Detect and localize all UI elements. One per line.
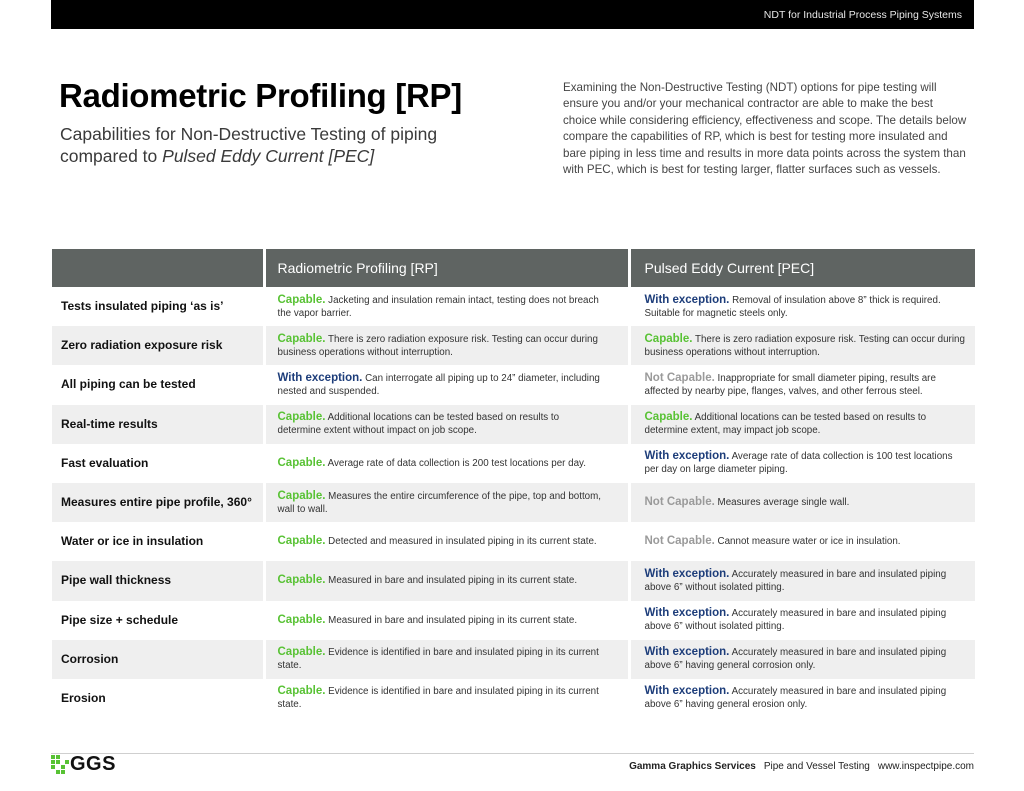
feature-cell: Pipe wall thickness	[52, 561, 264, 600]
status-label: Capable.	[277, 613, 326, 626]
description-text: Evidence is identified in bare and insulated piping in its current state.	[277, 647, 599, 672]
page-subtitle	[60, 123, 500, 167]
description-text: Jacketing and insulation remain intact, testing does not breach the vapor barrier.	[277, 294, 599, 319]
header-text: NDT for Industrial Process Piping Systems	[763, 9, 962, 21]
description-text: There is zero radiation exposure risk. Testing can occur during business operations without interruption.	[644, 333, 965, 358]
pec-cell	[629, 640, 975, 679]
pec-cell	[629, 522, 975, 561]
feature-cell: Corrosion	[52, 640, 264, 679]
table-row	[52, 601, 975, 640]
logo-text: GGS	[70, 753, 116, 775]
rp-cell	[264, 522, 629, 561]
description-text: Additional locations can be tested based on results to determine extent without impact on job scope.	[277, 412, 560, 437]
top-bar	[51, 0, 974, 29]
status-label: Capable.	[277, 535, 326, 548]
rp-cell	[264, 483, 629, 522]
feature-cell: All piping can be tested	[61, 377, 196, 392]
status-label: Not Capable.	[644, 535, 715, 548]
header-rp: Radiometric Profiling [RP]	[264, 249, 629, 287]
status-label: Capable.	[277, 489, 326, 502]
table-body	[52, 287, 975, 718]
status-label: Capable.	[277, 411, 326, 424]
status-label: With exception.	[644, 646, 730, 659]
feature-cell: Measures entire pipe profile, 360°	[52, 483, 264, 522]
description-text: Measured in bare and insulated piping in its current state.	[328, 575, 578, 587]
rp-cell	[264, 405, 629, 444]
description-text: Accurately measured in bare and insulated piping above 6” without isolated pitting.	[644, 568, 947, 593]
page-title: Radiometric Profiling [RP]	[59, 77, 462, 114]
header-feature	[52, 249, 264, 287]
description-text: Cannot measure water or ice in insulation.	[717, 536, 901, 548]
status-label: With exception.	[644, 607, 730, 620]
pec-cell	[629, 326, 975, 365]
status-label: With exception.	[644, 450, 730, 463]
status-label: Capable.	[277, 646, 326, 659]
status-label: Capable.	[277, 332, 326, 345]
feature-cell: Tests insulated piping ‘as is’	[61, 299, 224, 314]
description-text: Measured in bare and insulated piping in its current state.	[328, 614, 578, 626]
intro-paragraph: Examining the Non-Destructive Testing (NDT) options for pipe testing will ensure you and/or your mechanical contractor are able to make the best choice while considering efficiency, effectiveness and scope. The details below compare the capabilities of RP, which is best for testing more insulated and bare piping in less time and results in more data points across the system than with PEC, which is best for testing larger, flatter surfaces such as vessels.	[563, 81, 967, 177]
header-pec: Pulsed Eddy Current [PEC]	[629, 249, 975, 287]
feature-cell: Real-time results	[52, 405, 264, 444]
status-label: Capable.	[277, 685, 326, 698]
description-text: Detected and measured in insulated piping in its current state.	[328, 536, 597, 548]
website-link[interactable]: www.inspectpipe.com	[877, 761, 974, 772]
description-text: There is zero radiation exposure risk. Testing can occur during business operations without interruption.	[277, 333, 598, 358]
pec-cell	[629, 444, 975, 483]
description-text: Average rate of data collection is 100 test locations per day on large diameter piping.	[644, 451, 953, 476]
description-text: Can interrogate all piping up to 24” diameter, including nested and suspended.	[277, 372, 600, 397]
status-label: Capable.	[277, 293, 326, 306]
pec-cell	[629, 601, 975, 640]
service-name: Pipe and Vessel Testing	[763, 761, 870, 772]
pec-cell	[629, 679, 975, 718]
feature-cell: Erosion	[61, 690, 106, 705]
table-row	[52, 522, 975, 561]
description-text: Measures the entire circumference of the pipe, top and bottom, wall to wall.	[277, 490, 602, 515]
rp-cell	[264, 326, 629, 365]
company-name: Gamma Graphics Services	[629, 761, 756, 772]
description-text: Average rate of data collection is 200 test locations per day.	[327, 457, 586, 469]
feature-cell: Water or ice in insulation	[61, 534, 204, 549]
footer-divider	[51, 753, 974, 754]
pec-cell	[629, 405, 975, 444]
description-text: Measures average single wall.	[717, 497, 850, 509]
table-row	[52, 365, 975, 404]
pec-cell	[629, 365, 975, 404]
rp-cell	[264, 679, 629, 718]
table-row	[52, 444, 975, 483]
table-row	[52, 679, 975, 718]
status-label: Capable.	[644, 411, 693, 424]
status-label: With exception.	[644, 567, 730, 580]
description-text: Inappropriate for small diameter piping, results are affected by nearby pipe, flanges, valves, and other ferrous steel.	[644, 372, 936, 397]
table-row	[52, 561, 975, 600]
feature-cell: Pipe size + schedule	[61, 612, 179, 627]
rp-cell	[264, 365, 629, 404]
ggs-logo-icon	[51, 755, 69, 775]
status-label: Capable.	[644, 332, 693, 345]
table-row	[52, 326, 975, 365]
status-label: With exception.	[277, 371, 363, 384]
status-label: Not Capable.	[644, 496, 715, 509]
feature-cell: Zero radiation exposure risk	[52, 326, 264, 365]
description-text: Accurately measured in bare and insulated piping above 6” having general corrosion only.	[644, 647, 947, 672]
status-label: With exception.	[644, 293, 730, 306]
subtitle-text: Capabilities for Non-Destructive Testing of piping compared to	[60, 124, 438, 166]
table-row	[52, 483, 975, 522]
status-label: Capable.	[277, 574, 326, 587]
description-text: Additional locations can be tested based on results to determine extent, may impact job scope.	[644, 412, 927, 437]
status-label: With exception.	[644, 685, 730, 698]
rp-cell	[264, 561, 629, 600]
comparison-table	[52, 249, 975, 718]
rp-cell	[264, 601, 629, 640]
table-header-row	[52, 249, 975, 287]
pec-cell	[629, 561, 975, 600]
rp-cell	[264, 640, 629, 679]
description-text: Accurately measured in bare and insulated piping above 6” without isolated pitting.	[644, 608, 947, 633]
table-row	[52, 640, 975, 679]
table-row	[52, 287, 975, 326]
description-text: Evidence is identified in bare and insulated piping in its current state.	[277, 686, 599, 711]
pec-cell	[629, 483, 975, 522]
status-label: Not Capable.	[644, 371, 715, 384]
status-label: Capable.	[277, 456, 326, 469]
rp-cell	[264, 444, 629, 483]
description-text: Removal of insulation above 8” thick is required. Suitable for magnetic steels only.	[644, 294, 941, 319]
footer-info	[629, 761, 974, 772]
rp-cell	[264, 287, 629, 326]
description-text: Accurately measured in bare and insulated piping above 6” having general erosion only.	[644, 686, 947, 711]
table-row	[52, 405, 975, 444]
subtitle-emphasis: Pulsed Eddy Current [PEC]	[162, 146, 375, 166]
feature-cell: Fast evaluation	[61, 455, 149, 470]
pec-cell	[629, 287, 975, 326]
